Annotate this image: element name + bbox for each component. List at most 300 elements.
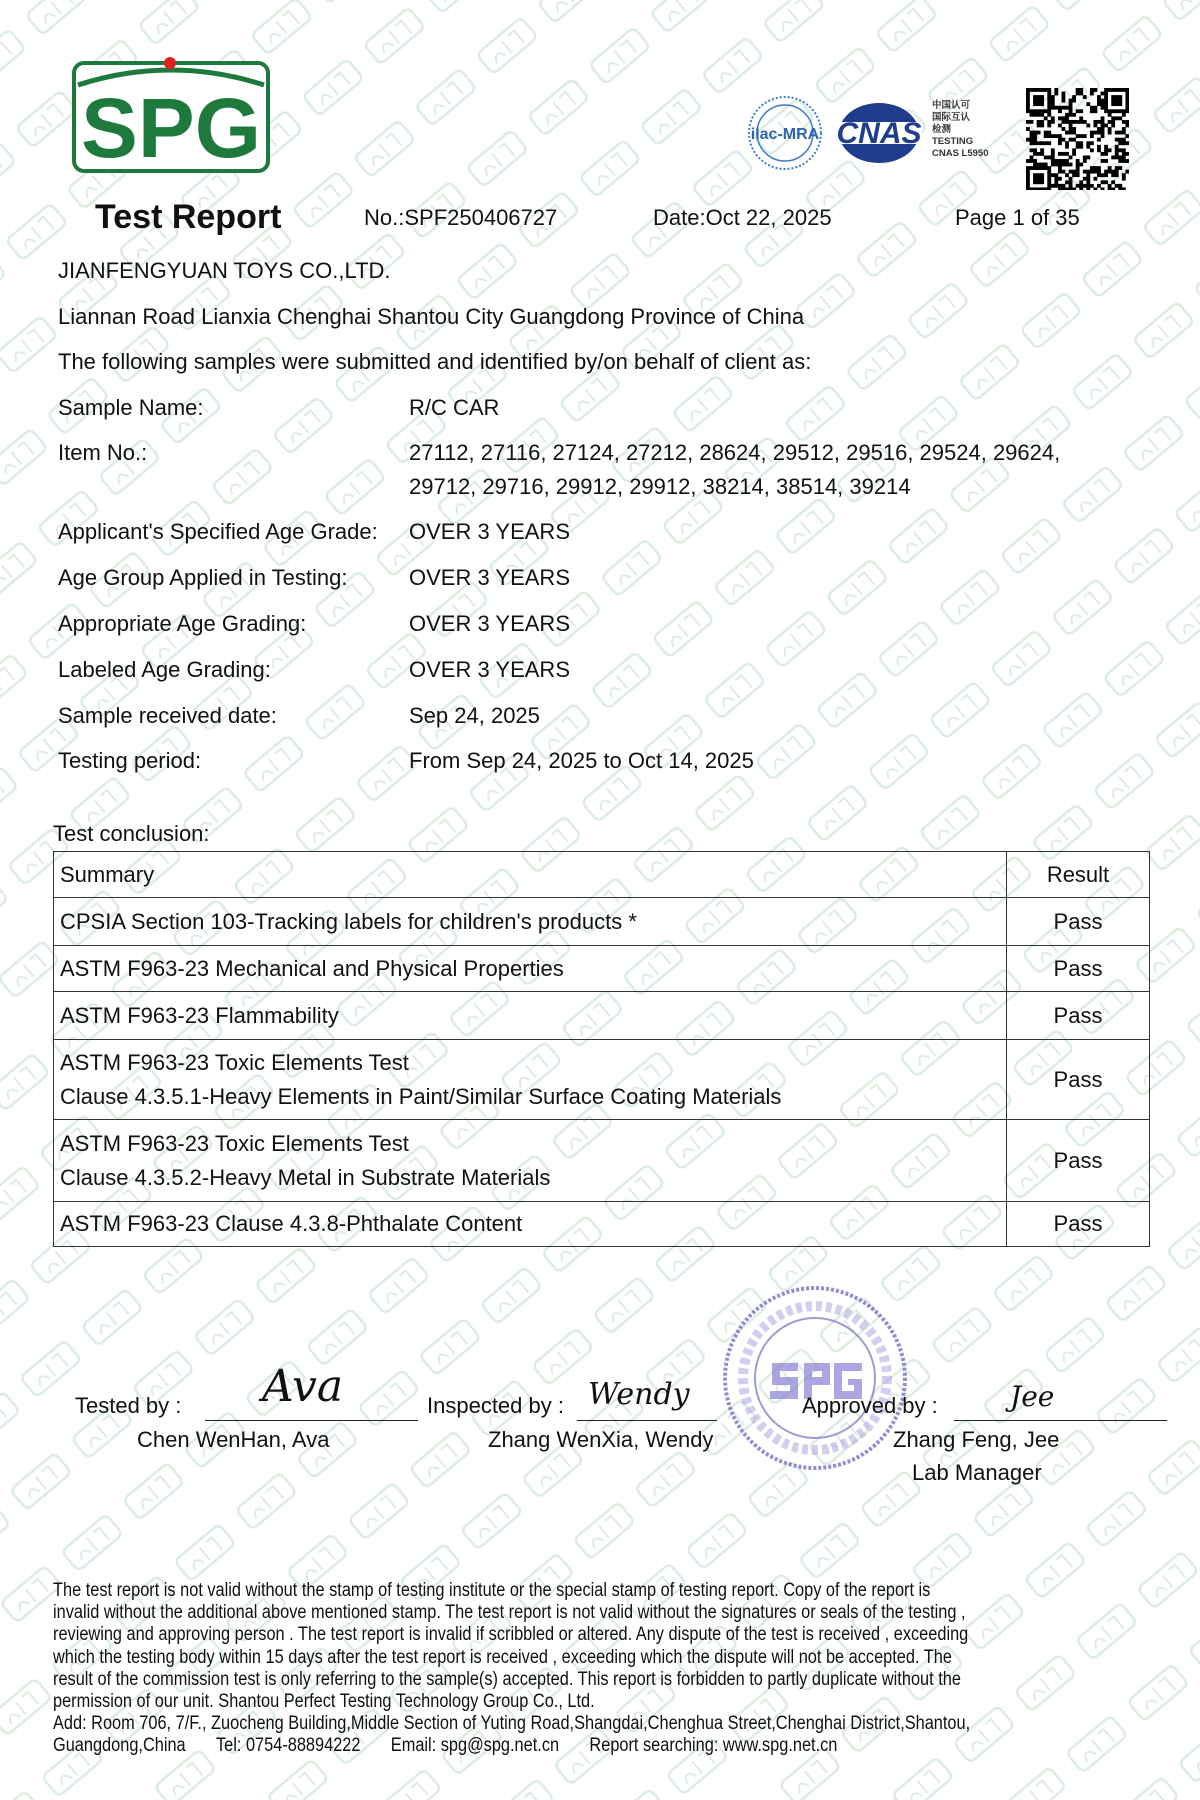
qr-module bbox=[1093, 166, 1097, 170]
qr-module bbox=[1101, 124, 1105, 128]
qr-module bbox=[1097, 170, 1101, 174]
qr-module bbox=[1058, 177, 1062, 181]
qr-module bbox=[1054, 106, 1058, 110]
qr-module bbox=[1058, 116, 1062, 120]
qr-module bbox=[1033, 173, 1037, 177]
qr-module bbox=[1125, 141, 1129, 145]
qr-module bbox=[1115, 170, 1119, 174]
qr-module bbox=[1076, 134, 1080, 138]
qr-module bbox=[1072, 187, 1076, 190]
qr-module bbox=[1037, 124, 1041, 128]
qr-module bbox=[1122, 127, 1126, 131]
qr-module bbox=[1044, 166, 1048, 170]
qr-module bbox=[1040, 163, 1044, 167]
qr-module bbox=[1040, 152, 1044, 156]
qr-module bbox=[1054, 92, 1058, 96]
client-address: Liannan Road Lianxia Chenghai Shantou City Guangdong Province of China bbox=[58, 304, 805, 329]
qr-module bbox=[1051, 184, 1055, 188]
qr-module bbox=[1033, 163, 1037, 167]
inspected-signature: Wendy bbox=[588, 1377, 690, 1412]
qr-module bbox=[1115, 155, 1119, 159]
qr-module bbox=[1072, 173, 1076, 177]
qr-module bbox=[1108, 170, 1112, 174]
qr-module bbox=[1076, 92, 1080, 96]
qr-module bbox=[1058, 124, 1062, 128]
qr-module bbox=[1062, 170, 1066, 174]
qr-module bbox=[1047, 99, 1051, 103]
qr-module bbox=[1030, 120, 1034, 124]
qr-module bbox=[1037, 88, 1041, 92]
qr-module bbox=[1115, 138, 1119, 142]
cnas-line: 检测 bbox=[932, 124, 952, 135]
qr-module bbox=[1026, 88, 1030, 92]
qr-module bbox=[1122, 88, 1126, 92]
qr-module bbox=[1051, 163, 1055, 167]
qr-module bbox=[1093, 106, 1097, 110]
qr-module bbox=[1047, 173, 1051, 177]
qr-module bbox=[1069, 120, 1073, 124]
intro-text: The following samples were submitted and identified by/on behalf of client as: bbox=[58, 349, 812, 374]
qr-module bbox=[1079, 145, 1083, 149]
qr-module bbox=[1101, 99, 1105, 103]
table-row bbox=[54, 898, 1150, 946]
footer-email[interactable]: Email: spg@spg.net.cn bbox=[390, 1735, 560, 1757]
qr-module bbox=[1101, 131, 1105, 135]
qr-module bbox=[1040, 166, 1044, 170]
qr-module bbox=[1026, 184, 1030, 188]
qr-module bbox=[1069, 99, 1073, 103]
qr-module bbox=[1072, 170, 1076, 174]
qr-module bbox=[1115, 109, 1119, 113]
qr-module bbox=[1093, 177, 1097, 181]
qr-module bbox=[1111, 124, 1115, 128]
qr-module bbox=[1125, 170, 1129, 174]
qr-module bbox=[1097, 95, 1101, 99]
qr-module bbox=[1118, 88, 1122, 92]
qr-module bbox=[1051, 148, 1055, 152]
qr-module bbox=[1054, 88, 1058, 92]
qr-module bbox=[1118, 159, 1122, 163]
qr-module bbox=[1026, 92, 1030, 96]
field-value: OVER 3 YEARS bbox=[409, 657, 570, 682]
qr-module bbox=[1122, 141, 1126, 145]
inspected-by-label: Inspected by : bbox=[427, 1393, 564, 1418]
summary-cell: ASTM F963-23 Clause 4.3.8-Phthalate Content bbox=[54, 1202, 1007, 1247]
qr-module bbox=[1033, 166, 1037, 170]
qr-module bbox=[1104, 95, 1108, 99]
qr-module bbox=[1069, 106, 1073, 110]
qr-module bbox=[1072, 138, 1076, 142]
qr-module bbox=[1026, 173, 1030, 177]
qr-module bbox=[1115, 95, 1119, 99]
qr-module bbox=[1079, 187, 1083, 190]
qr-module bbox=[1026, 120, 1030, 124]
page-number: Page 1 of 35 bbox=[955, 205, 1080, 230]
qr-module bbox=[1079, 141, 1083, 145]
qr-module bbox=[1076, 173, 1080, 177]
qr-module bbox=[1111, 116, 1115, 120]
qr-module bbox=[1093, 120, 1097, 124]
qr-module bbox=[1026, 170, 1030, 174]
qr-module bbox=[1118, 138, 1122, 142]
qr-module bbox=[1101, 127, 1105, 131]
qr-module bbox=[1062, 116, 1066, 120]
footer-report-search[interactable]: Report searching: www.spg.net.cn bbox=[589, 1735, 838, 1757]
qr-module bbox=[1047, 170, 1051, 174]
qr-module bbox=[1101, 120, 1105, 124]
result-cell: Pass bbox=[1007, 1202, 1150, 1247]
qr-module bbox=[1040, 177, 1044, 181]
qr-module bbox=[1069, 131, 1073, 135]
qr-module bbox=[1065, 145, 1069, 149]
qr-module bbox=[1069, 155, 1073, 159]
field-label: Appropriate Age Grading: bbox=[58, 611, 307, 636]
qr-module bbox=[1111, 120, 1115, 124]
qr-module bbox=[1065, 159, 1069, 163]
qr-module bbox=[1037, 152, 1041, 156]
svg-text:CNAS: CNAS bbox=[836, 117, 922, 150]
qr-module bbox=[1054, 134, 1058, 138]
qr-module bbox=[1051, 99, 1055, 103]
spg-logo bbox=[72, 55, 270, 173]
qr-module bbox=[1047, 141, 1051, 145]
qr-module bbox=[1026, 159, 1030, 163]
qr-module bbox=[1026, 109, 1030, 113]
qr-module bbox=[1115, 148, 1119, 152]
field-label: Item No.: bbox=[58, 440, 148, 465]
qr-module bbox=[1030, 148, 1034, 152]
qr-module bbox=[1125, 120, 1129, 124]
qr-module bbox=[1079, 134, 1083, 138]
qr-module bbox=[1090, 166, 1094, 170]
qr-module bbox=[1125, 88, 1129, 92]
inspected-by-name: Zhang WenXia, Wendy bbox=[488, 1427, 714, 1452]
company-stamp bbox=[720, 1283, 910, 1473]
qr-module bbox=[1086, 180, 1090, 184]
qr-module bbox=[1033, 152, 1037, 156]
qr-module bbox=[1047, 106, 1051, 110]
qr-module bbox=[1086, 187, 1090, 190]
qr-module bbox=[1047, 184, 1051, 188]
qr-module bbox=[1054, 180, 1058, 184]
qr-module bbox=[1065, 116, 1069, 120]
qr-module bbox=[1047, 88, 1051, 92]
result-cell: Pass bbox=[1007, 992, 1150, 1040]
qr-module bbox=[1058, 159, 1062, 163]
qr-module bbox=[1040, 99, 1044, 103]
qr-module bbox=[1090, 88, 1094, 92]
qr-module bbox=[1051, 116, 1055, 120]
field-value: OVER 3 YEARS bbox=[409, 611, 570, 636]
qr-module bbox=[1072, 152, 1076, 156]
qr-module bbox=[1079, 180, 1083, 184]
qr-module bbox=[1118, 102, 1122, 106]
qr-module bbox=[1108, 166, 1112, 170]
qr-module bbox=[1040, 95, 1044, 99]
qr-module bbox=[1097, 166, 1101, 170]
table-row bbox=[54, 1120, 1150, 1202]
footer-line: result of the commission test is only referring to the sample(s) accepted. This report is forbidden to partly duplicate without the bbox=[53, 1668, 961, 1690]
qr-module bbox=[1044, 131, 1048, 135]
qr-module bbox=[1086, 102, 1090, 106]
qr-module bbox=[1079, 92, 1083, 96]
qr-module bbox=[1111, 170, 1115, 174]
qr-module bbox=[1090, 109, 1094, 113]
qr-module bbox=[1069, 170, 1073, 174]
qr-module bbox=[1065, 163, 1069, 167]
qr-module bbox=[1040, 173, 1044, 177]
qr-module bbox=[1044, 155, 1048, 159]
qr-module bbox=[1108, 120, 1112, 124]
header-result: Result bbox=[1007, 852, 1150, 898]
qr-module bbox=[1037, 187, 1041, 190]
qr-module bbox=[1122, 148, 1126, 152]
qr-module bbox=[1086, 170, 1090, 174]
qr-module bbox=[1101, 134, 1105, 138]
qr-module bbox=[1033, 159, 1037, 163]
qr-module bbox=[1101, 159, 1105, 163]
qr-module bbox=[1062, 138, 1066, 142]
qr-module bbox=[1086, 184, 1090, 188]
qr-module bbox=[1033, 187, 1037, 190]
qr-module bbox=[1040, 187, 1044, 190]
qr-module bbox=[1069, 163, 1073, 167]
qr-module bbox=[1033, 180, 1037, 184]
qr-module bbox=[1111, 102, 1115, 106]
qr-module bbox=[1072, 95, 1076, 99]
qr-module bbox=[1054, 159, 1058, 163]
field-label: Sample Name: bbox=[58, 395, 204, 420]
qr-module bbox=[1083, 95, 1087, 99]
qr-module bbox=[1097, 131, 1101, 135]
qr-module bbox=[1040, 109, 1044, 113]
field-value: From Sep 24, 2025 to Oct 14, 2025 bbox=[409, 748, 754, 773]
qr-module bbox=[1086, 155, 1090, 159]
qr-module bbox=[1118, 131, 1122, 135]
table-header-row bbox=[54, 852, 1150, 898]
tested-by-name: Chen WenHan, Ava bbox=[137, 1427, 330, 1452]
qr-module bbox=[1051, 95, 1055, 99]
qr-module bbox=[1111, 173, 1115, 177]
qr-module bbox=[1125, 134, 1129, 138]
qr-module bbox=[1090, 106, 1094, 110]
qr-code[interactable] bbox=[1026, 88, 1129, 190]
qr-module bbox=[1118, 155, 1122, 159]
field-label: Sample received date: bbox=[58, 703, 277, 728]
qr-module bbox=[1026, 95, 1030, 99]
qr-module bbox=[1083, 159, 1087, 163]
qr-module bbox=[1026, 187, 1030, 190]
qr-module bbox=[1122, 138, 1126, 142]
qr-module bbox=[1115, 102, 1119, 106]
qr-module bbox=[1104, 92, 1108, 96]
cnas-line: TESTING bbox=[932, 136, 974, 147]
qr-module bbox=[1079, 163, 1083, 167]
qr-module bbox=[1122, 152, 1126, 156]
qr-module bbox=[1058, 109, 1062, 113]
qr-module bbox=[1058, 138, 1062, 142]
conclusion-table bbox=[53, 851, 1150, 1247]
qr-module bbox=[1044, 109, 1048, 113]
qr-module bbox=[1115, 152, 1119, 156]
field-value: OVER 3 YEARS bbox=[409, 519, 570, 544]
qr-module bbox=[1037, 120, 1041, 124]
qr-module bbox=[1076, 145, 1080, 149]
qr-module bbox=[1093, 131, 1097, 135]
qr-module bbox=[1047, 166, 1051, 170]
qr-module bbox=[1040, 113, 1044, 117]
qr-module bbox=[1030, 109, 1034, 113]
qr-module bbox=[1076, 141, 1080, 145]
qr-module bbox=[1122, 159, 1126, 163]
qr-module bbox=[1093, 170, 1097, 174]
qr-module bbox=[1115, 131, 1119, 135]
qr-module bbox=[1097, 148, 1101, 152]
qr-module bbox=[1101, 187, 1105, 190]
qr-module bbox=[1069, 102, 1073, 106]
qr-module bbox=[1083, 170, 1087, 174]
approved-signature: Jee bbox=[1010, 1380, 1055, 1413]
field-value: 27112, 27116, 27124, 27212, 28624, 29512, 29516, 29524, 29624, bbox=[409, 440, 1061, 465]
qr-module bbox=[1125, 109, 1129, 113]
qr-module bbox=[1090, 184, 1094, 188]
qr-module bbox=[1047, 92, 1051, 96]
qr-module bbox=[1058, 141, 1062, 145]
qr-module bbox=[1090, 148, 1094, 152]
qr-module bbox=[1047, 109, 1051, 113]
qr-module bbox=[1072, 120, 1076, 124]
field-value: OVER 3 YEARS bbox=[409, 565, 570, 590]
qr-module bbox=[1065, 180, 1069, 184]
qr-module bbox=[1051, 159, 1055, 163]
approved-by-label: Approved by : bbox=[802, 1393, 938, 1418]
qr-module bbox=[1104, 88, 1108, 92]
qr-module bbox=[1118, 95, 1122, 99]
qr-module bbox=[1115, 88, 1119, 92]
qr-module bbox=[1086, 141, 1090, 145]
qr-module bbox=[1097, 138, 1101, 142]
qr-module bbox=[1044, 88, 1048, 92]
qr-module bbox=[1037, 166, 1041, 170]
qr-module bbox=[1058, 184, 1062, 188]
qr-module bbox=[1044, 163, 1048, 167]
qr-module bbox=[1058, 106, 1062, 110]
qr-module bbox=[1033, 109, 1037, 113]
qr-module bbox=[1093, 124, 1097, 128]
qr-module bbox=[1122, 120, 1126, 124]
footer-contact bbox=[53, 1735, 1085, 1757]
qr-module bbox=[1072, 113, 1076, 117]
table-row bbox=[54, 946, 1150, 992]
ilac-mra-logo bbox=[746, 94, 824, 172]
qr-module bbox=[1101, 152, 1105, 156]
report-number: No.:SPF250406727 bbox=[364, 205, 558, 230]
qr-module bbox=[1047, 131, 1051, 135]
conclusion-label: Test conclusion: bbox=[53, 821, 210, 846]
qr-module bbox=[1058, 134, 1062, 138]
qr-module bbox=[1111, 99, 1115, 103]
qr-module bbox=[1065, 113, 1069, 117]
client-name: JIANFENGYUAN TOYS CO.,LTD. bbox=[58, 258, 391, 283]
qr-module bbox=[1047, 124, 1051, 128]
qr-module bbox=[1054, 177, 1058, 181]
qr-module bbox=[1079, 109, 1083, 113]
footer-line: invalid without the additional above mentioned stamp. The test report is not valid without the signatures or seals of the testing , bbox=[53, 1602, 966, 1624]
qr-module bbox=[1033, 131, 1037, 135]
qr-module bbox=[1037, 102, 1041, 106]
qr-module bbox=[1076, 120, 1080, 124]
qr-module bbox=[1097, 127, 1101, 131]
qr-module bbox=[1062, 127, 1066, 131]
qr-module bbox=[1108, 88, 1112, 92]
qr-module bbox=[1104, 106, 1108, 110]
qr-module bbox=[1069, 113, 1073, 117]
qr-module bbox=[1076, 159, 1080, 163]
field-label: Labeled Age Grading: bbox=[58, 657, 271, 682]
qr-module bbox=[1037, 173, 1041, 177]
qr-module bbox=[1051, 155, 1055, 159]
qr-module bbox=[1030, 141, 1034, 145]
qr-module bbox=[1033, 113, 1037, 117]
summary-line: Clause 4.3.5.2-Heavy Metal in Substrate Materials bbox=[60, 1164, 551, 1190]
approved-signature-line bbox=[954, 1420, 1167, 1421]
qr-module bbox=[1111, 109, 1115, 113]
qr-module bbox=[1118, 184, 1122, 188]
approver-title: Lab Manager bbox=[912, 1460, 1042, 1485]
qr-module bbox=[1051, 102, 1055, 106]
qr-module bbox=[1083, 177, 1087, 181]
qr-module bbox=[1097, 173, 1101, 177]
qr-module bbox=[1104, 170, 1108, 174]
qr-module bbox=[1083, 184, 1087, 188]
qr-module bbox=[1037, 113, 1041, 117]
qr-module bbox=[1076, 88, 1080, 92]
qr-module bbox=[1054, 184, 1058, 188]
qr-module bbox=[1030, 134, 1034, 138]
qr-module bbox=[1044, 141, 1048, 145]
tested-signature-line bbox=[205, 1420, 418, 1421]
qr-module bbox=[1118, 116, 1122, 120]
qr-module bbox=[1104, 180, 1108, 184]
qr-module bbox=[1062, 159, 1066, 163]
qr-module bbox=[1037, 163, 1041, 167]
qr-module bbox=[1030, 131, 1034, 135]
qr-module bbox=[1069, 138, 1073, 142]
qr-module bbox=[1062, 187, 1066, 190]
qr-module bbox=[1122, 173, 1126, 177]
qr-module bbox=[1069, 109, 1073, 113]
qr-module bbox=[1051, 120, 1055, 124]
qr-module bbox=[1040, 120, 1044, 124]
qr-module bbox=[1083, 134, 1087, 138]
footer-line: which the testing body within 15 days after the test report is received , exceeding which the dispute will not be accepted. The bbox=[53, 1646, 952, 1668]
qr-module bbox=[1033, 138, 1037, 142]
qr-module bbox=[1062, 120, 1066, 124]
field-value: 29712, 29716, 29912, 29912, 38214, 38514, 39214 bbox=[409, 474, 911, 499]
qr-module bbox=[1037, 99, 1041, 103]
qr-module bbox=[1122, 155, 1126, 159]
qr-module bbox=[1069, 187, 1073, 190]
qr-module bbox=[1037, 180, 1041, 184]
qr-module bbox=[1037, 141, 1041, 145]
summary-cell: CPSIA Section 103-Tracking labels for children's products * bbox=[54, 898, 1007, 946]
qr-module bbox=[1030, 155, 1034, 159]
qr-module bbox=[1072, 127, 1076, 131]
qr-module bbox=[1033, 148, 1037, 152]
qr-module bbox=[1093, 109, 1097, 113]
qr-module bbox=[1118, 166, 1122, 170]
qr-module bbox=[1101, 92, 1105, 96]
